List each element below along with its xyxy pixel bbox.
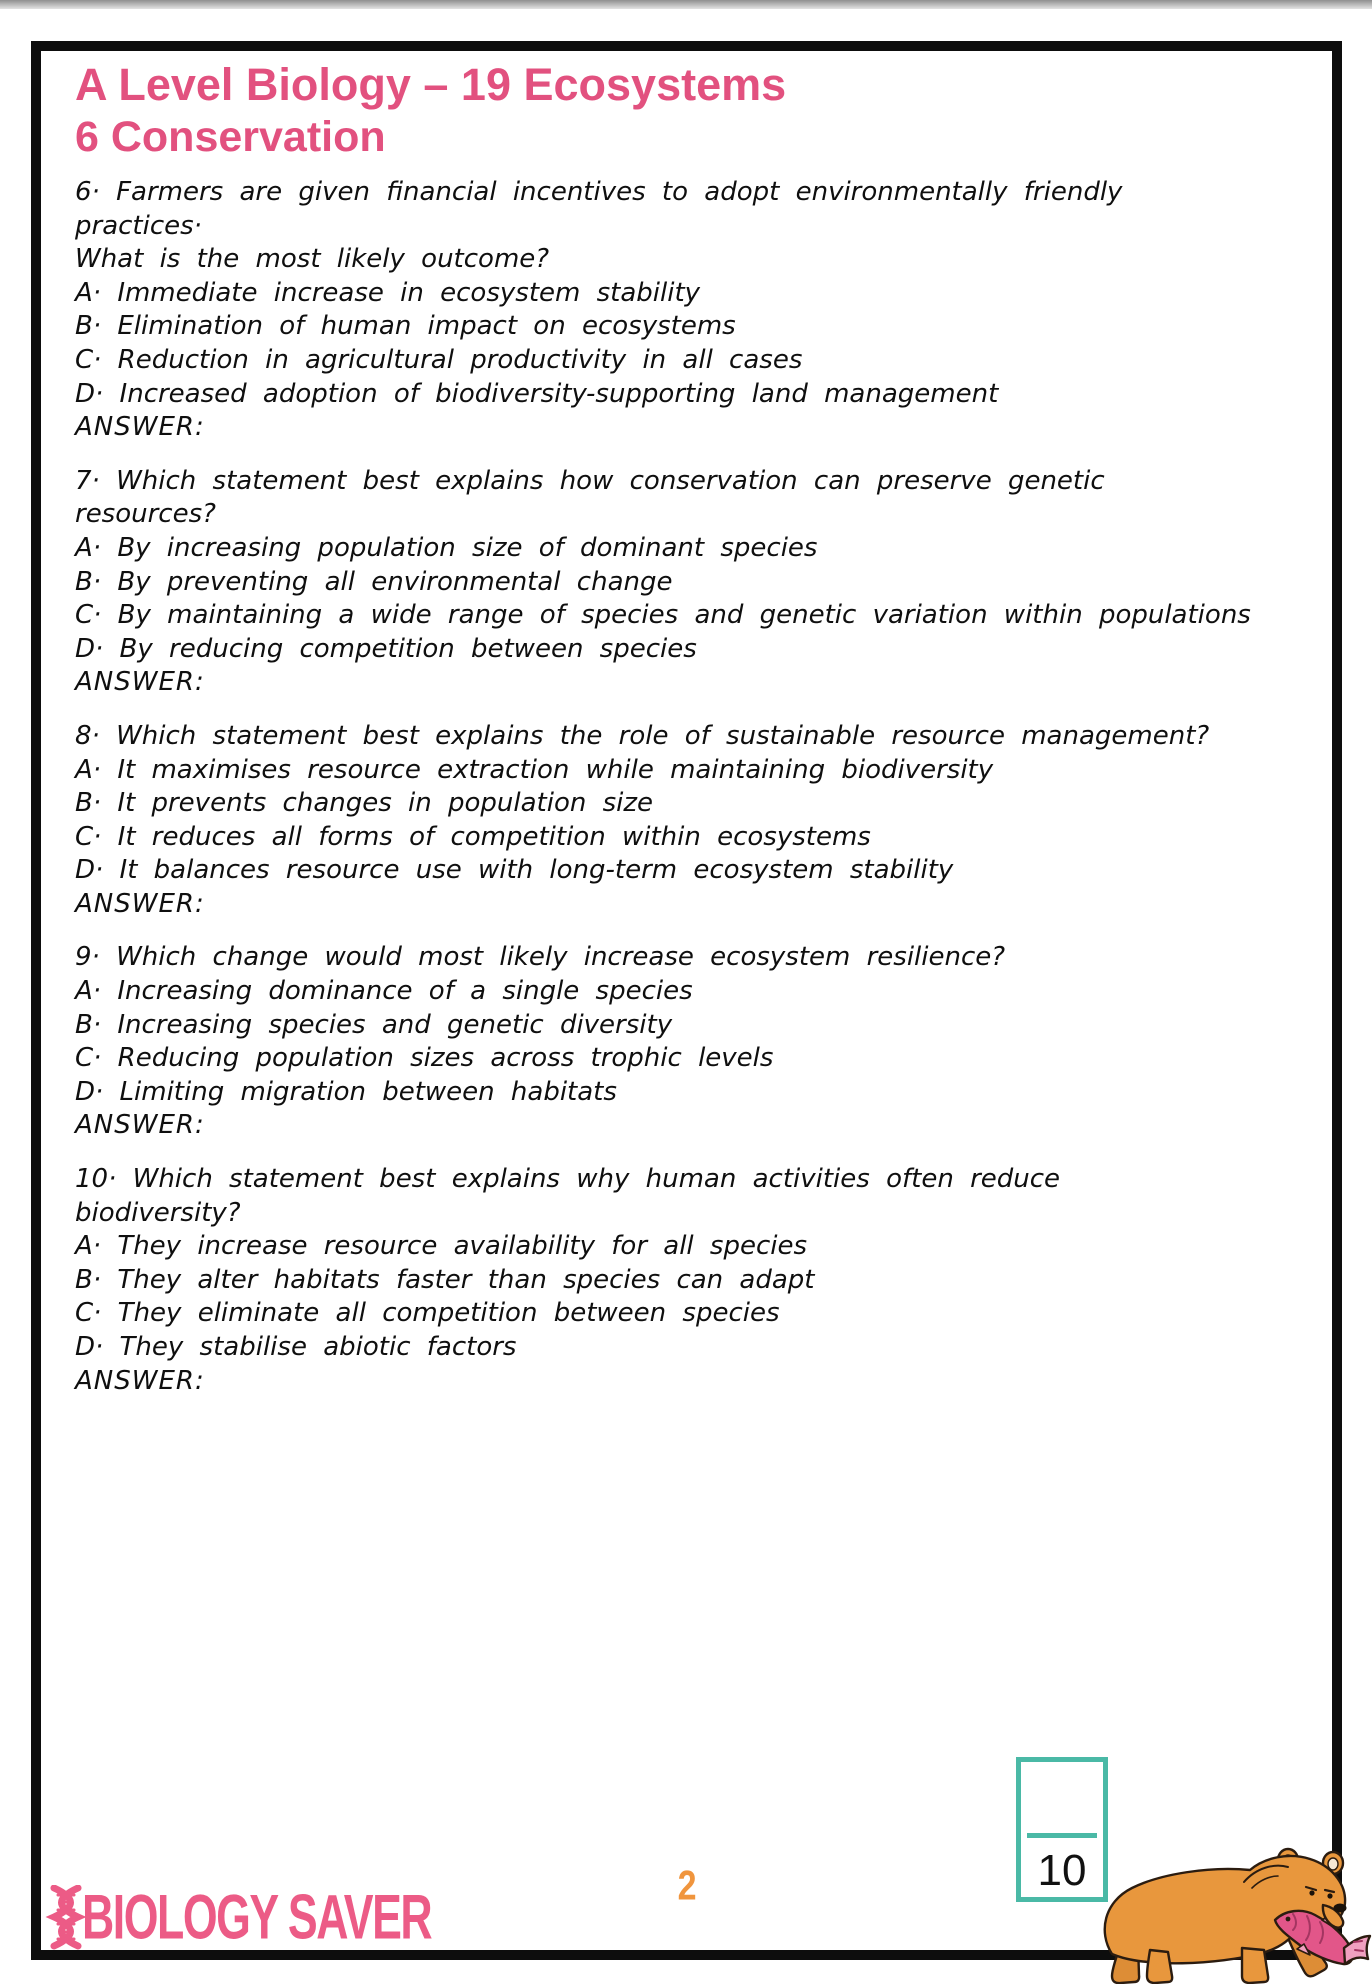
option-c: C· Reducing population sizes across trophic levels — [75, 1043, 774, 1074]
question-9 — [75, 941, 1337, 1143]
section-subtitle: 6 Conservation — [75, 113, 386, 161]
score-divider-line — [1027, 1833, 1097, 1838]
option-c: C· By maintaining a wide range of species and genetic variation within populations — [75, 600, 1251, 631]
question-stem-line: What is the most likely outcome? — [75, 244, 550, 275]
question-stem-line: 7· Which statement best explains how conservation can preserve genetic — [75, 465, 1105, 496]
page-content — [75, 58, 1337, 1418]
question-stem-line: 8· Which statement best explains the role of sustainable resource management? — [75, 720, 1210, 751]
question-8 — [75, 720, 1337, 922]
question-7 — [75, 465, 1337, 700]
option-a: A· Increasing dominance of a single species — [75, 976, 693, 1007]
option-b: B· Increasing species and genetic diversity — [75, 1009, 673, 1040]
option-d: D· They stabilise abiotic factors — [75, 1332, 517, 1362]
option-d: D· It balances resource use with long-term ecosystem stability — [75, 855, 954, 886]
option-a: A· By increasing population size of dominant species — [75, 532, 818, 563]
question-stem-line: biodiversity? — [75, 1197, 241, 1228]
question-stem-line: 9· Which change would most likely increase ecosystem resilience? — [75, 942, 1006, 973]
question-6 — [75, 176, 1337, 445]
question-stem-line: 6· Farmers are given financial incentives to adopt environmentally friendly — [75, 177, 1123, 207]
option-d: D· By reducing competition between species — [75, 633, 697, 664]
option-b: B· By preventing all environmental change — [75, 566, 673, 597]
question-stem-line: resources? — [75, 499, 216, 530]
option-d: D· Increased adoption of biodiversity-supporting land management — [75, 378, 999, 409]
answer-label: ANSWER: — [75, 1110, 205, 1141]
option-a: A· They increase resource availability for all species — [75, 1231, 808, 1262]
question-10 — [75, 1163, 1337, 1398]
score-total: 10 — [1037, 1846, 1087, 1895]
answer-label: ANSWER: — [75, 888, 205, 919]
option-c: C· It reduces all forms of competition within ecosystems — [75, 821, 871, 852]
option-d: D· Limiting migration between habitats — [75, 1076, 617, 1107]
page-number: 2 — [677, 1862, 697, 1910]
question-stem-line: 10· Which statement best explains why human activities often reduce — [75, 1164, 1061, 1195]
option-b: B· They alter habitats faster than species can adapt — [75, 1264, 815, 1295]
logo-wordmark: BIOLOGY SAVER — [82, 1881, 432, 1953]
page-title: A Level Biology – 19 Ecosystems — [75, 59, 787, 110]
option-a: A· Immediate increase in ecosystem stability — [75, 277, 701, 308]
scan-edge — [0, 0, 1372, 9]
answer-label: ANSWER: — [75, 412, 205, 443]
bear-with-fish-illustration — [1092, 1836, 1372, 1984]
biology-saver-logo — [44, 1881, 567, 1953]
answer-label: ANSWER: — [75, 667, 205, 698]
option-c: C· They eliminate all competition between species — [75, 1298, 780, 1329]
option-b: B· It prevents changes in population size — [75, 788, 654, 819]
option-a: A· It maximises resource extraction while maintaining biodiversity — [75, 754, 994, 785]
answer-label: ANSWER: — [75, 1365, 205, 1396]
option-b: B· Elimination of human impact on ecosystems — [75, 311, 736, 342]
question-list — [75, 176, 1337, 1398]
option-c: C· Reduction in agricultural productivity in all cases — [75, 344, 803, 375]
question-stem-line: practices· — [75, 210, 202, 241]
